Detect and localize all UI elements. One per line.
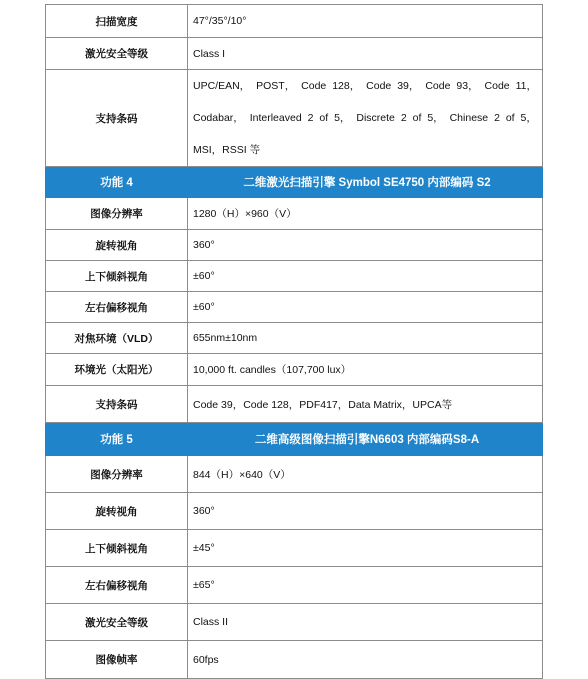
spec-row [46, 198, 543, 230]
code-word: POST， [256, 80, 296, 92]
code-word: Code [425, 80, 451, 92]
code-word: Code [366, 80, 392, 92]
spec-row [46, 230, 543, 261]
row-label: 左右偏移视角 [46, 567, 188, 604]
section-header-label: 功能 5 [46, 423, 188, 456]
code-word: 39， [397, 80, 420, 92]
codes-line-3 [193, 134, 537, 166]
spec-row [46, 641, 543, 679]
code-word: Chinese [449, 112, 489, 124]
spec-row [46, 567, 543, 604]
row-value: 47°/35°/10° [188, 5, 543, 38]
row-label: 上下倾斜视角 [46, 530, 188, 567]
row-label: 图像分辨率 [46, 198, 188, 230]
spec-row [46, 292, 543, 323]
row-label: 旋转视角 [46, 493, 188, 530]
code-word: 5， [520, 112, 537, 124]
row-value: 844（H）×640（V） [188, 456, 543, 493]
code-word: of [412, 112, 422, 124]
row-label: 支持条码 [46, 70, 188, 167]
spec-row [46, 456, 543, 493]
row-label: 对焦环境（VLD） [46, 323, 188, 354]
spec-row [46, 604, 543, 641]
code-word: Codabar， [193, 112, 244, 124]
row-value: ±45° [188, 530, 543, 567]
spec-row [46, 386, 543, 423]
row-value: Class I [188, 38, 543, 70]
row-label: 环境光（太阳光） [46, 354, 188, 386]
section-header-4 [46, 167, 543, 198]
row-value: 360° [188, 493, 543, 530]
code-word: Code [301, 80, 327, 92]
section-header-label: 功能 4 [46, 167, 188, 198]
row-value: 10,000 ft. candles（107,700 lux） [188, 354, 543, 386]
code-word: 5， [427, 112, 444, 124]
code-word: 5， [334, 112, 351, 124]
spec-table-body [46, 5, 543, 679]
codes-line-1 [193, 70, 537, 102]
code-word: 2 [400, 112, 407, 124]
code-word: 93， [456, 80, 479, 92]
row-label: 上下倾斜视角 [46, 261, 188, 292]
row-label: 支持条码 [46, 386, 188, 423]
spec-row [46, 323, 543, 354]
code-word: 11， [515, 80, 537, 92]
spec-row [46, 530, 543, 567]
row-value: Class II [188, 604, 543, 641]
code-word: 2 [307, 112, 314, 124]
row-label: 扫描宽度 [46, 5, 188, 38]
code-word: 2 [494, 112, 500, 124]
row-value: 655nm±10nm [188, 323, 543, 354]
spec-row-codes [46, 70, 543, 167]
row-value: 60fps [188, 641, 543, 679]
spec-table [45, 4, 543, 679]
code-word: of [319, 112, 329, 124]
row-value: Code 39，Code 128，PDF417，Data Matrix，UPCA等 [188, 386, 543, 423]
spec-row [46, 493, 543, 530]
code-word: Code [484, 80, 510, 92]
row-value: 1280（H）×960（V） [188, 198, 543, 230]
code-word: of [505, 112, 515, 124]
spec-row [46, 354, 543, 386]
row-label: 激光安全等级 [46, 38, 188, 70]
section-header-title: 二维激光扫描引擎 Symbol SE4750 内部编码 S2 [188, 167, 543, 198]
row-value: ±60° [188, 261, 543, 292]
section-header-5 [46, 423, 543, 456]
code-word: UPC/EAN， [193, 80, 251, 92]
code-word: MSI，RSSI 等 [193, 144, 261, 156]
row-value: ±65° [188, 567, 543, 604]
spec-row [46, 38, 543, 70]
codes-line-2 [193, 102, 537, 134]
row-label: 图像帧率 [46, 641, 188, 679]
row-label: 旋转视角 [46, 230, 188, 261]
row-label: 图像分辨率 [46, 456, 188, 493]
code-word: Discrete [356, 112, 395, 124]
row-value: ±60° [188, 292, 543, 323]
spec-row [46, 5, 543, 38]
row-label: 激光安全等级 [46, 604, 188, 641]
spec-row [46, 261, 543, 292]
row-value: 360° [188, 230, 543, 261]
code-word: Interleaved [249, 112, 302, 124]
codes-value [188, 70, 543, 167]
code-word: 128， [332, 80, 361, 92]
section-header-title: 二维高级图像扫描引擎N6603 内部编码S8-A [188, 423, 543, 456]
row-label: 左右偏移视角 [46, 292, 188, 323]
